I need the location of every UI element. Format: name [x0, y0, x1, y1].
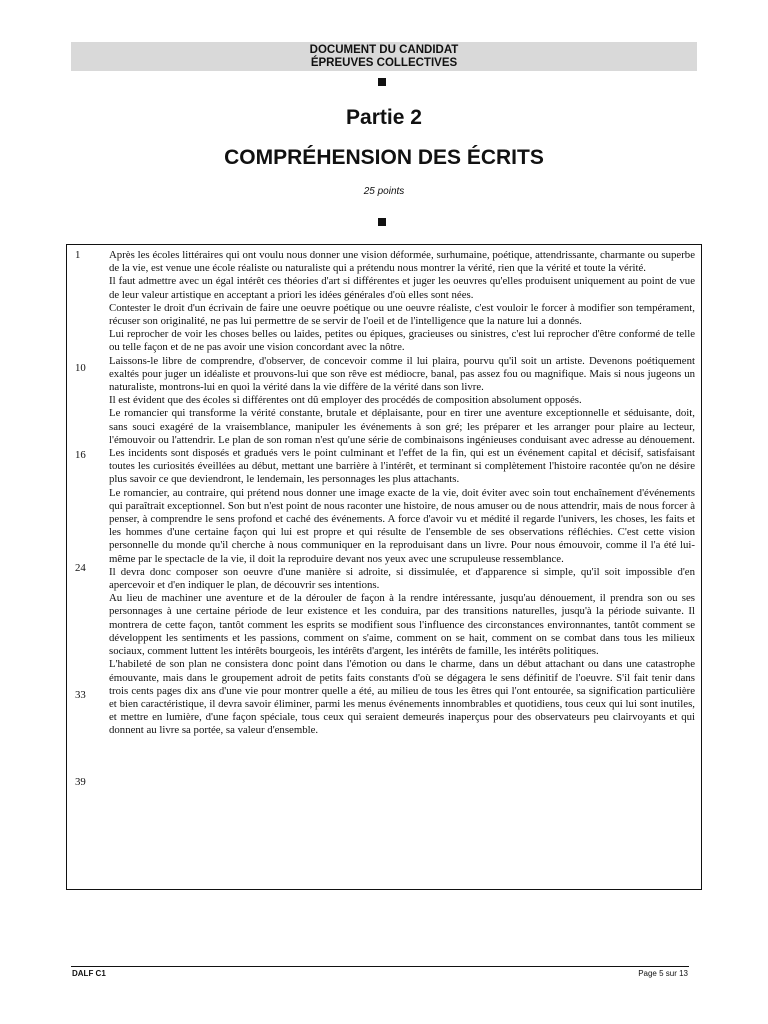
points-label: 25 points: [363, 186, 405, 197]
line-number: 33: [75, 689, 86, 701]
line-number: 39: [75, 776, 86, 788]
text-body: [109, 249, 695, 738]
black-square-bullet: [378, 218, 386, 226]
exam-label: DALF C1: [72, 969, 106, 978]
paragraph: Il devra donc composer son oeuvre d'une manière si adroite, si dissimulée, et d'apparence si simple, qu'il soit impossible d'en apercevoir et d'en indiquer le plan, de découvrir ses intentions.: [109, 565, 695, 592]
header-line-1: DOCUMENT DU CANDIDAT: [309, 44, 459, 56]
paragraph: Au lieu de machiner une aventure et de la dérouler de façon à la rendre intéressante, jusqu'au dénouement, il prendra son ou ses personnages à une certaine période de leur existence et les conduira, par des transitions naturelles, jusqu'à la période suivante. Il montrera de cette façon, tantôt comment les esprits se modifient sous l'influence des circonstances environnantes, tantôt comment se développent les sentiments et les passions, comment on s'aime, comment on se hait, comment on se combat dans tous les milieux sociaux, comment luttent les intérêts bourgeois, les intérêts d'argent, les intérêts de famille, les intérêts politiques.: [109, 592, 695, 658]
paragraph: Laissons-le libre de comprendre, d'observer, de concevoir comme il lui plaira, pourvu qu'il soit un artiste. Devenons poétiquement exaltés pour juger un idéaliste et prouvons-lui que son rêve est médiocre, banal, pas assez fou ou magnifique. Mais si nous jugeons un naturaliste, montrons-lui en quoi la vérité dans la vie diffère de la vérité dans son livre.: [109, 354, 695, 394]
reading-text-box: [66, 244, 702, 890]
header-line-2: ÉPREUVES COLLECTIVES: [310, 57, 458, 69]
line-number: 1: [75, 249, 81, 261]
paragraph: Le romancier qui transforme la vérité constante, brutale et déplaisante, pour en tirer une aventure exceptionnelle et séduisante, doit, sans souci exagéré de la vraisemblance, manipuler les événements à son gré; les préparer et les arranger pour plaire au lecteur, l'émouvoir ou l'attendrir. Le plan de son roman n'est qu'une série de combinaisons ingénieuses conduisant avec adresse au dénouement. Les incidents sont disposés et gradués vers le point culminant et l'effet de la fin, qui est un événement capital et décisif, satisfaisant toutes les curiosités éveillées au début, mettant une barrière à l'intérêt, et terminant si complètement l'histoire racontée qu'on ne désire plus savoir ce que deviendront, le lendemain, les personnages les plus attachants.: [109, 407, 695, 486]
paragraph: Il est évident que des écoles si différentes ont dû employer des procédés de composition absolument opposés.: [109, 394, 582, 407]
section-title: COMPRÉHENSION DES ÉCRITS: [224, 146, 544, 169]
paragraph: Lui reprocher de voir les choses belles ou laides, petites ou épiques, gracieuses ou sinistres, c'est lui reprocher d'être conformé de telle ou telle façon et de ne pas avoir une vision concordant avec la nôtre.: [109, 328, 695, 354]
line-number: 24: [75, 562, 86, 574]
paragraph: Le romancier, au contraire, qui prétend nous donner une image exacte de la vie, doit éviter avec soin tout enchaînement d'événements qui paraîtrait exceptionnel. Son but n'est point de nous raconter une histoire, de nous amuser ou de nous attendrir, mais de nous forcer à penser, à comprendre le sens profond et caché des événements. A force d'avoir vu et médité il regarde l'univers, les choses, les faits et les hommes d'une certaine façon qui lui est propre et qui résulte de l'ensemble de ses observations réfléchies. C'est cette vision personnelle du monde qu'il cherche à nous communiquer en la reproduisant dans un livre. Pour nous émouvoir, comme il l'a été lui-même par le spectacle de la vie, il doit la reproduire devant nos yeux avec une scrupuleuse ressemblance.: [109, 486, 695, 565]
paragraph: L'habileté de son plan ne consistera donc point dans l'émotion ou dans le charme, dans un début attachant ou dans une catastrophe émouvante, mais dans le groupement adroit de petits faits constants d'où se dégagera le sens définitif de l'oeuvre. S'il fait tenir dans trois cents pages dix ans d'une vie pour montrer quelle a été, au milieu de tous les êtres qui l'ont entourée, sa signification particulière et bien caractéristique, il devra savoir éliminer, parmi les menus événements innombrables et quotidiens, tous ceux qui lui sont inutiles, et mettre en lumière, d'une façon spéciale, tous ceux qui seraient demeurés inaperçus pour des observateurs peu clairvoyants et qui donnent au livre sa portée, sa valeur d'ensemble.: [109, 658, 695, 737]
paragraph: Après les écoles littéraires qui ont voulu nous donner une vision déformée, surhumaine, poétique, attendrissante, charmante ou superbe de la vie, est venue une école réaliste ou naturaliste qui a prétendu nous montrer la vérité, rien que la vérité et toute la vérité.: [109, 249, 695, 275]
paragraph: Contester le droit d'un écrivain de faire une oeuvre poétique ou une oeuvre réaliste, c'est vouloir le forcer à modifier son tempérament, récuser son originalité, ne pas lui permettre de se servir de l'oeil et de l'intelligence que la nature lui a donnés.: [109, 301, 695, 328]
line-number: 10: [75, 362, 86, 374]
part-title: Partie 2: [346, 106, 422, 129]
black-square-bullet: [378, 78, 386, 86]
line-number: 16: [75, 449, 86, 461]
document-header: [71, 42, 697, 71]
footer-divider: [71, 966, 689, 967]
paragraph: Il faut admettre avec un égal intérêt ces théories d'art si différentes et juger les oeuvres qu'elles produisent uniquement au point de vue de leur valeur artistique en acceptant a priori les idées générales d'où elles sont nées.: [109, 275, 695, 301]
page-number: Page 5 sur 13: [638, 969, 688, 978]
